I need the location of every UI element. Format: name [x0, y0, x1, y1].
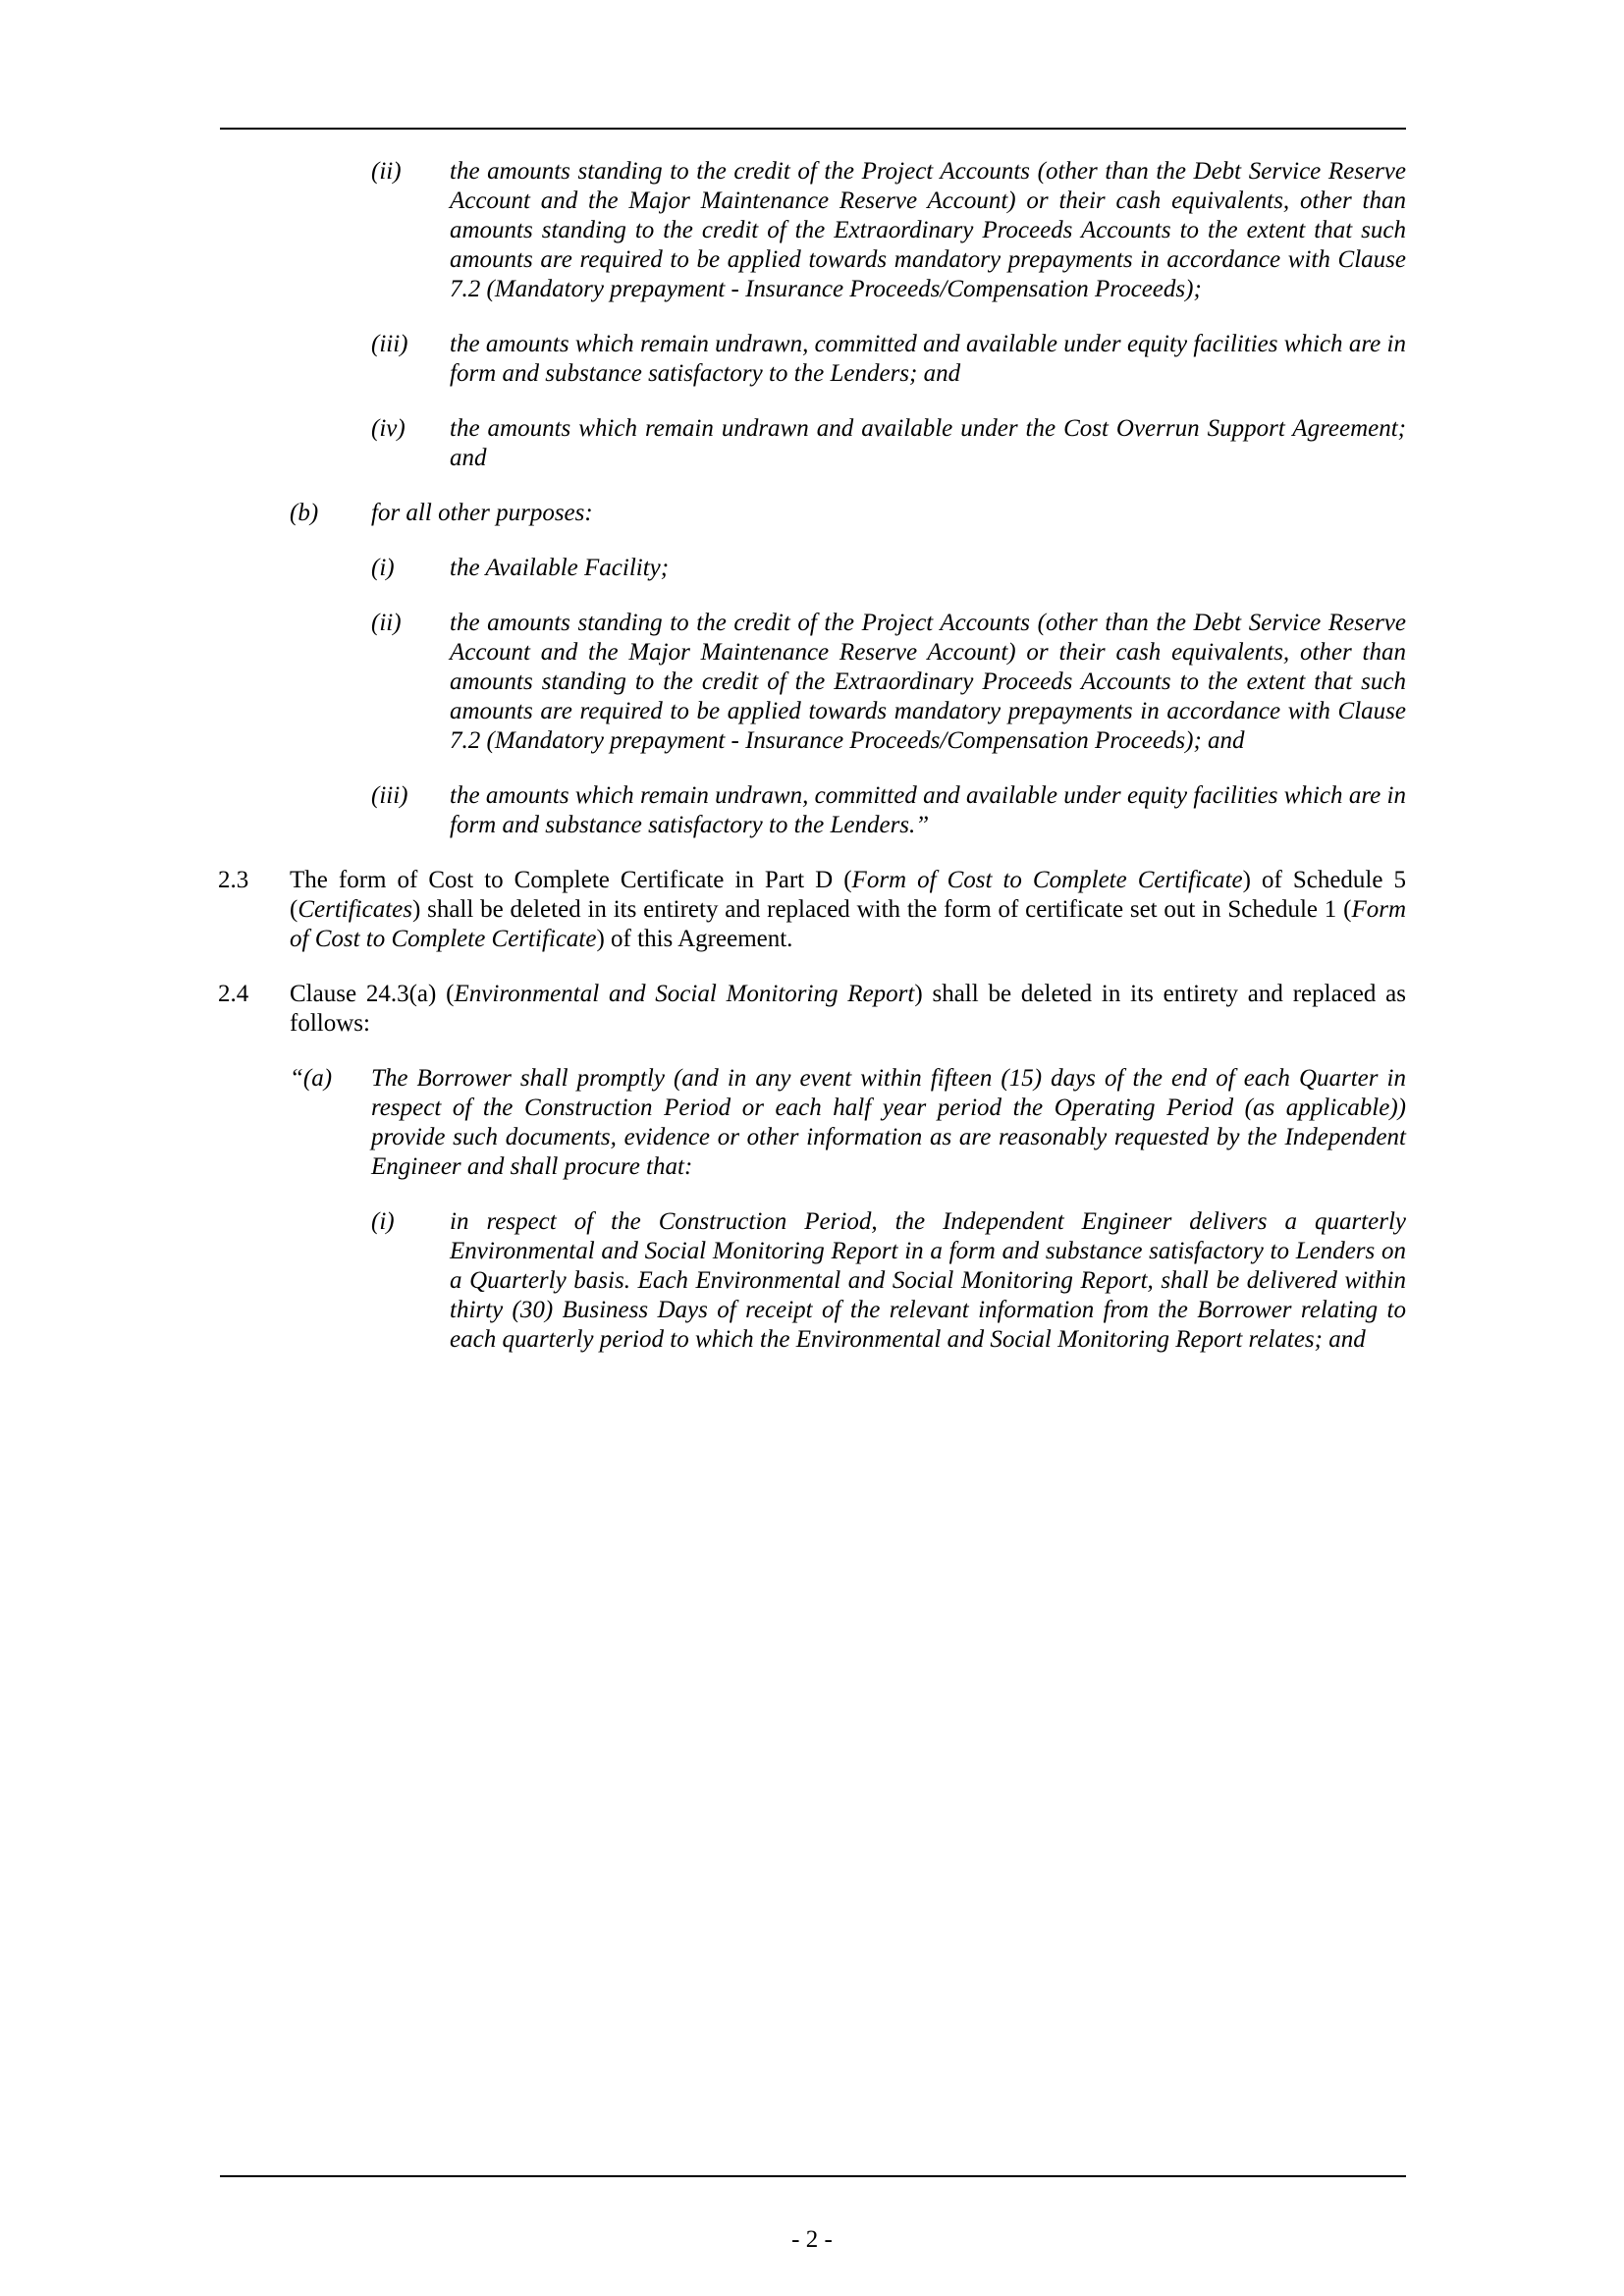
text-run: ) shall be deleted in its entirety and replaced as follows:: [290, 981, 1406, 1037]
text-run: ) shall be deleted in its entirety and replaced with the form of certificate set out in Schedule 1 (: [411, 896, 1352, 923]
clause-number: 2.3: [218, 867, 249, 893]
quoted-item-a-i: [218, 1207, 1406, 1355]
list-item-b-i: [218, 554, 1406, 583]
text-run-italic: Environmental and Social Monitoring Report: [454, 981, 915, 1007]
list-item-text: the amounts standing to the credit of the Project Accounts (other than the Debt Service Reserve Account and the Major Maintenance Reserve Account) or their cash equivalents, other than amounts standing to the credit of the Extraordinary Proceeds Accounts to the extent that such amounts are required to be applied towards mandatory prepayments in accordance with Clause 7.2 (Mandatory prepayment - Insurance Proceeds/Compensation Proceeds);: [450, 158, 1406, 302]
list-item-text: The Borrower shall promptly (and in any event within fifteen (15) days of the end of each Quarter in respect of the Construction Period or each half year period the Operating Period (as applicable)) provide such documents, evidence or other information as are reasonably requested by the Independent Engineer and shall procure that:: [371, 1065, 1406, 1180]
list-item-a-ii: [218, 157, 1406, 304]
page-number: - 2 -: [791, 2226, 833, 2253]
list-item-text: for all other purposes:: [371, 500, 593, 526]
list-item-text: the Available Facility;: [450, 555, 670, 581]
text-run: ) of this Agreement.: [596, 926, 793, 952]
list-item-label: (iii): [371, 331, 408, 357]
clause-2-4: [218, 980, 1406, 1039]
list-item-a-iii: [218, 330, 1406, 389]
footer-rule: [220, 2175, 1406, 2177]
text-run: Clause 24.3(a) (: [290, 981, 455, 1007]
list-item-text: in respect of the Construction Period, the Independent Engineer delivers a quarterly Environmental and Social Monitoring Report in a form and substance satisfactory to Lenders on a Quarterly basis. Each Environmental and Social Monitoring Report, shall be delivered within thirty (30) Business Days of receipt of the relevant information from the Borrower relating to each quarterly period to which the Environmental and Social Monitoring Report relates; and: [450, 1208, 1406, 1353]
clause-2-3: [218, 866, 1406, 954]
clause-number: 2.4: [218, 981, 249, 1007]
text-run-italic: Form of Cost to Complete Certificate: [851, 867, 1243, 893]
list-item-a-iv: [218, 414, 1406, 473]
list-item-label: (iv): [371, 415, 406, 442]
list-item-text: the amounts which remain undrawn, committed and available under equity facilities which are in form and substance satisfactory to the Lenders; and: [450, 331, 1406, 387]
text-run: The form of Cost to Complete Certificate in Part D (: [290, 867, 852, 893]
list-item-text: the amounts which remain undrawn and available under the Cost Overrun Support Agreement; and: [450, 415, 1406, 471]
clause-text: [290, 980, 1406, 1039]
list-item-b: [218, 499, 1406, 528]
text-run: ) of Schedule 5 (: [290, 867, 1406, 923]
list-item-label: (b): [290, 500, 319, 526]
list-item-label: (i): [371, 555, 395, 581]
quoted-item-a: [218, 1064, 1406, 1182]
header-rule: [220, 128, 1406, 130]
list-item-label: “(a): [290, 1065, 333, 1092]
list-item-label: (ii): [371, 610, 402, 636]
clause-text: [290, 866, 1406, 954]
list-item-text: the amounts standing to the credit of the Project Accounts (other than the Debt Service Reserve Account and the Major Maintenance Reserve Account) or their cash equivalents, other than amounts standing to the credit of the Extraordinary Proceeds Accounts to the extent that such amounts are required to be applied towards mandatory prepayments in accordance with Clause 7.2 (Mandatory prepayment - Insurance Proceeds/Compensation Proceeds); and: [450, 610, 1406, 754]
text-run-italic: Form of Cost to Complete Certificate: [290, 896, 1406, 952]
list-item-label: (i): [371, 1208, 395, 1235]
list-item-b-ii: [218, 609, 1406, 756]
list-item-label: (iii): [371, 782, 408, 809]
list-item-label: (ii): [371, 158, 402, 185]
document-body: [218, 157, 1406, 1355]
text-run-italic: Certificates: [298, 896, 412, 923]
list-item-text: the amounts which remain undrawn, committed and available under equity facilities which are in form and substance satisfactory to the Lenders.”: [450, 782, 1406, 838]
list-item-b-iii: [218, 781, 1406, 840]
